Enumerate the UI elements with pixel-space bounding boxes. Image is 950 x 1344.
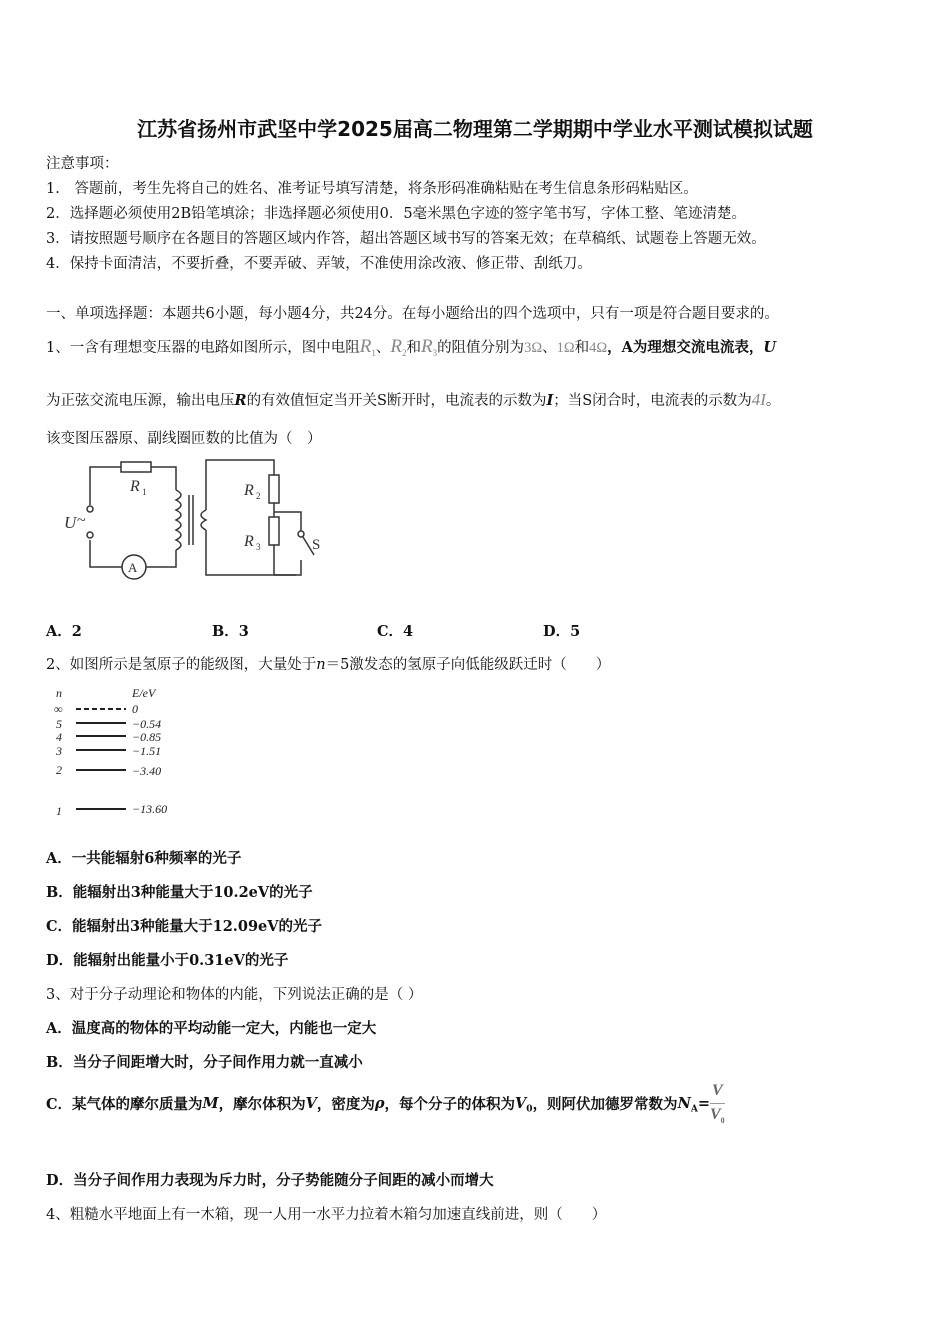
notice-item-3: 3．请按照题号顺序在各题目的答题区域内作答，超出答题区域书写的答案无效；在草稿纸、试题卷上答题无效。	[46, 231, 766, 247]
svg-text:2: 2	[256, 491, 261, 501]
svg-text:−0.54: −0.54	[132, 717, 162, 731]
notice-heading: 注意事项：	[46, 156, 119, 172]
q1-option-a[interactable]: A．2	[46, 623, 82, 640]
svg-text:2: 2	[56, 763, 62, 777]
svg-text:4: 4	[56, 730, 62, 744]
energy-level-diagram	[46, 683, 206, 823]
q1-stem-line3: 该变图压器原、副线圈匝数的比值为（ ）	[46, 431, 322, 447]
avogadro-fraction: $\frac{V}{V_0}$	[709, 1082, 725, 1126]
page-title: 江苏省扬州市武坚中学2025届高二物理第二学期期中学业水平测试模拟试题	[137, 117, 813, 141]
q1-option-b[interactable]: B．3	[212, 623, 249, 640]
svg-text:5: 5	[56, 717, 62, 731]
q4-stem: 4、粗糙水平地面上有一木箱，现一人用一水平力拉着木箱匀加速直线前进，则（ ）	[46, 1207, 607, 1223]
q3-option-d[interactable]: D．当分子间作用力表现为斥力时，分子势能随分子间距的减小而增大	[46, 1172, 494, 1189]
svg-text:R: R	[244, 482, 254, 499]
svg-text:1: 1	[56, 804, 62, 818]
svg-text:U: U	[64, 513, 77, 532]
svg-text:S: S	[312, 537, 321, 553]
q1-option-c[interactable]: C．4	[377, 623, 414, 640]
q2-option-d[interactable]: D．能辐射出能量小于0.31eV的光子	[46, 952, 289, 969]
svg-text:n: n	[56, 686, 62, 700]
section-heading: 一、单项选择题：本题共6小题，每小题4分，共24分。在每小题给出的四个选项中，只有一项是符合题目要求的。	[46, 306, 779, 322]
q2-option-a[interactable]: A．一共能辐射6种频率的光子	[46, 850, 242, 867]
q2-option-b[interactable]: B．能辐射出3种能量大于10.2eV的光子	[46, 884, 313, 901]
svg-text:−0.85: −0.85	[132, 730, 162, 744]
q2-option-c[interactable]: C．能辐射出3种能量大于12.09eV的光子	[46, 918, 323, 935]
q1-stem-line2: 为正弦交流电压源，输出电压R的有效值恒定当开关S断开时，电流表的示数为I；当S闭合时，电流表的示数为4I。	[46, 390, 781, 409]
svg-text:1: 1	[142, 487, 147, 497]
q3-option-a[interactable]: A．温度高的物体的平均动能一定大，内能也一定大	[46, 1020, 377, 1037]
transformer-circuit-diagram	[46, 455, 336, 595]
q3-stem: 3、对于分子动理论和物体的内能，下列说法正确的是（ ）	[46, 987, 423, 1003]
svg-text:A: A	[128, 560, 138, 575]
q1-option-d[interactable]: D．5	[543, 623, 581, 640]
svg-text:R: R	[130, 478, 140, 495]
svg-text:~: ~	[77, 512, 86, 529]
svg-text:∞: ∞	[54, 702, 63, 716]
svg-text:−13.60: −13.60	[132, 802, 168, 816]
svg-text:0: 0	[132, 702, 138, 716]
notice-item-4: 4．保持卡面清洁，不要折叠，不要弄破、弄皱，不准使用涂改液、修正带、刮纸刀。	[46, 256, 592, 272]
q2-stem: 2、如图所示是氢原子的能级图，大量处于n＝5激发态的氢原子向低能级跃迁时（ ）	[46, 657, 611, 673]
q3-option-b[interactable]: B．当分子间距增大时，分子间作用力就一直减小	[46, 1054, 363, 1071]
svg-text:E/eV: E/eV	[132, 686, 156, 700]
notice-item-2: 2．选择题必须使用2B铅笔填涂；非选择题必须使用0．5毫米黑色字迹的签字笔书写，字体工整、笔迹清楚。	[46, 206, 747, 222]
svg-text:−1.51: −1.51	[132, 744, 162, 758]
svg-text:R: R	[244, 533, 254, 550]
svg-text:−3.40: −3.40	[132, 764, 162, 778]
q3-option-c[interactable]: C．某气体的摩尔质量为M，摩尔体积为V，密度为ρ，每个分子的体积为$V_0$，则阿伏加德罗常数为$N_A=$ $\frac{V}{V_0}$	[46, 1082, 725, 1126]
q1-stem-line1: 1、一含有理想变压器的电路如图所示，图中电阻$R_1$、$R_2$和$R_3$的阻值分别为3Ω、1Ω和4Ω，A为理想交流电流表，U	[46, 336, 777, 358]
svg-text:3: 3	[56, 744, 62, 758]
notice-item-1: 1. 答题前，考生先将自己的姓名、准考证号填写清楚，将条形码准确粘贴在考生信息条形码粘贴区。	[46, 181, 698, 197]
svg-text:3: 3	[256, 542, 261, 552]
